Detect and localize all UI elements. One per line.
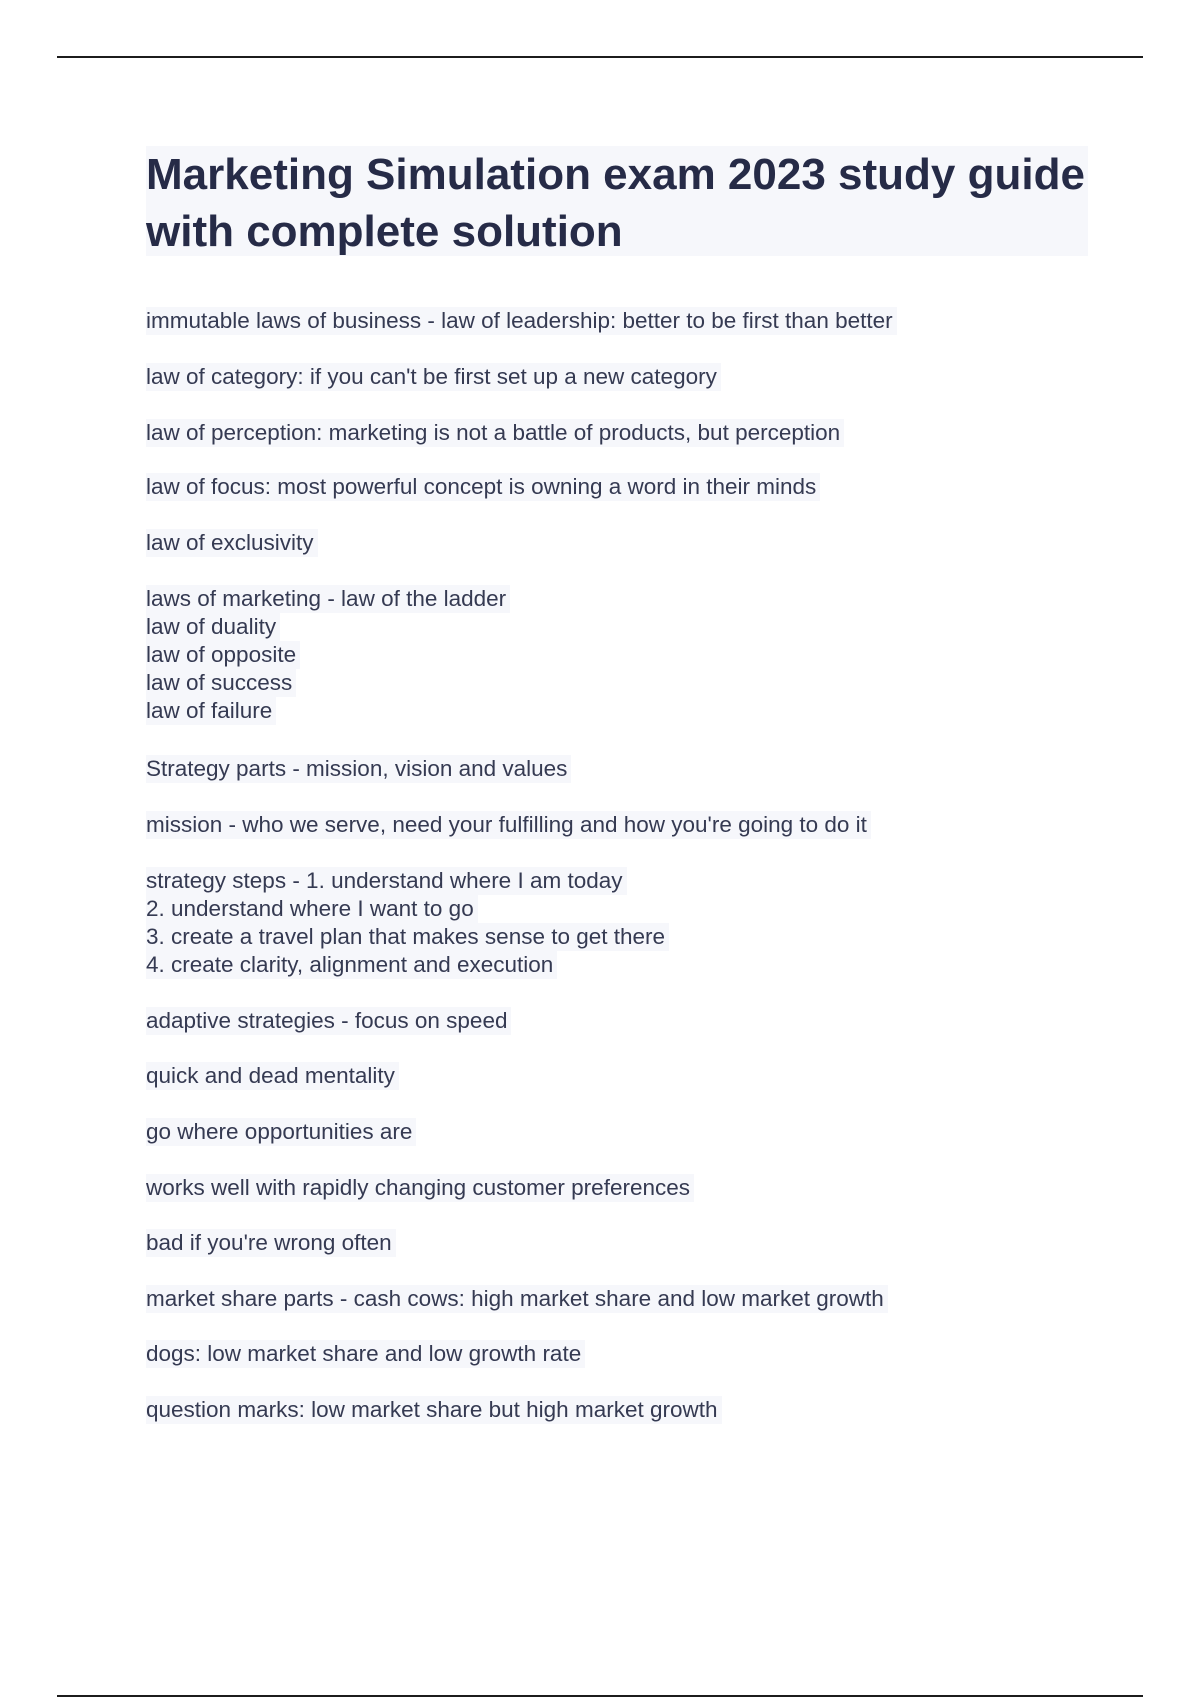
qa-entry bbox=[146, 529, 318, 557]
entry-text: law of exclusivity bbox=[146, 529, 318, 557]
qa-entry bbox=[146, 1007, 511, 1035]
qa-entry bbox=[146, 363, 721, 391]
entry-text: Strategy parts - mission, vision and values bbox=[146, 755, 571, 783]
entry-line bbox=[146, 473, 820, 501]
qa-entry bbox=[146, 755, 571, 783]
entry-line bbox=[146, 755, 571, 783]
qa-entry bbox=[146, 473, 820, 501]
entry-text: 4. create clarity, alignment and execution bbox=[146, 951, 557, 979]
entry-line bbox=[146, 363, 721, 391]
entry-text: dogs: low market share and low growth rate bbox=[146, 1340, 585, 1368]
qa-entry bbox=[146, 307, 897, 335]
entry-line bbox=[146, 895, 669, 923]
entry-line bbox=[146, 641, 510, 669]
entry-line bbox=[146, 1007, 511, 1035]
entry-line bbox=[146, 1340, 585, 1368]
entry-line bbox=[146, 419, 844, 447]
entry-line bbox=[146, 811, 871, 839]
entry-text: go where opportunities are bbox=[146, 1118, 416, 1146]
entry-line bbox=[146, 697, 510, 725]
top-divider bbox=[57, 56, 1143, 58]
entry-line bbox=[146, 585, 510, 613]
entry-line bbox=[146, 613, 510, 641]
qa-entry bbox=[146, 1062, 399, 1090]
entry-text: immutable laws of business - law of leadership: better to be first than better bbox=[146, 307, 897, 335]
qa-entry bbox=[146, 1174, 694, 1202]
entry-line bbox=[146, 1285, 888, 1313]
entry-text: law of focus: most powerful concept is owning a word in their minds bbox=[146, 473, 820, 501]
entry-text: market share parts - cash cows: high market share and low market growth bbox=[146, 1285, 888, 1313]
qa-entry bbox=[146, 1396, 722, 1424]
entry-line bbox=[146, 867, 669, 895]
entry-line bbox=[146, 529, 318, 557]
qa-entry bbox=[146, 1340, 585, 1368]
entry-text: laws of marketing - law of the ladder bbox=[146, 585, 510, 613]
entry-line bbox=[146, 1062, 399, 1090]
entry-text: 2. understand where I want to go bbox=[146, 895, 478, 923]
bottom-divider bbox=[57, 1695, 1143, 1697]
entry-line bbox=[146, 307, 897, 335]
qa-entry bbox=[146, 1229, 396, 1257]
entry-text: law of duality bbox=[146, 613, 280, 641]
entry-text: quick and dead mentality bbox=[146, 1062, 399, 1090]
qa-entry bbox=[146, 1118, 416, 1146]
qa-entry bbox=[146, 1285, 888, 1313]
entry-text: works well with rapidly changing customer preferences bbox=[146, 1174, 694, 1202]
entry-text: law of category: if you can't be first set up a new category bbox=[146, 363, 721, 391]
entry-text: mission - who we serve, need your fulfilling and how you're going to do it bbox=[146, 811, 871, 839]
qa-entry bbox=[146, 419, 844, 447]
entry-line bbox=[146, 669, 510, 697]
entry-line bbox=[146, 923, 669, 951]
entry-line bbox=[146, 1174, 694, 1202]
entry-text: strategy steps - 1. understand where I am today bbox=[146, 867, 627, 895]
qa-entry bbox=[146, 867, 669, 979]
document-title: Marketing Simulation exam 2023 study guide with complete solution bbox=[146, 150, 1085, 256]
entry-text: 3. create a travel plan that makes sense to get there bbox=[146, 923, 669, 951]
entry-text: adaptive strategies - focus on speed bbox=[146, 1007, 511, 1035]
entry-line bbox=[146, 951, 669, 979]
qa-entry bbox=[146, 585, 510, 725]
qa-entry bbox=[146, 811, 871, 839]
entry-text: law of opposite bbox=[146, 641, 300, 669]
entry-text: question marks: low market share but high market growth bbox=[146, 1396, 722, 1424]
entry-text: law of perception: marketing is not a battle of products, but perception bbox=[146, 419, 844, 447]
entry-text: law of failure bbox=[146, 697, 276, 725]
entry-line bbox=[146, 1396, 722, 1424]
entry-text: bad if you're wrong often bbox=[146, 1229, 396, 1257]
entry-line bbox=[146, 1229, 396, 1257]
entry-line bbox=[146, 1118, 416, 1146]
entry-text: law of success bbox=[146, 669, 296, 697]
